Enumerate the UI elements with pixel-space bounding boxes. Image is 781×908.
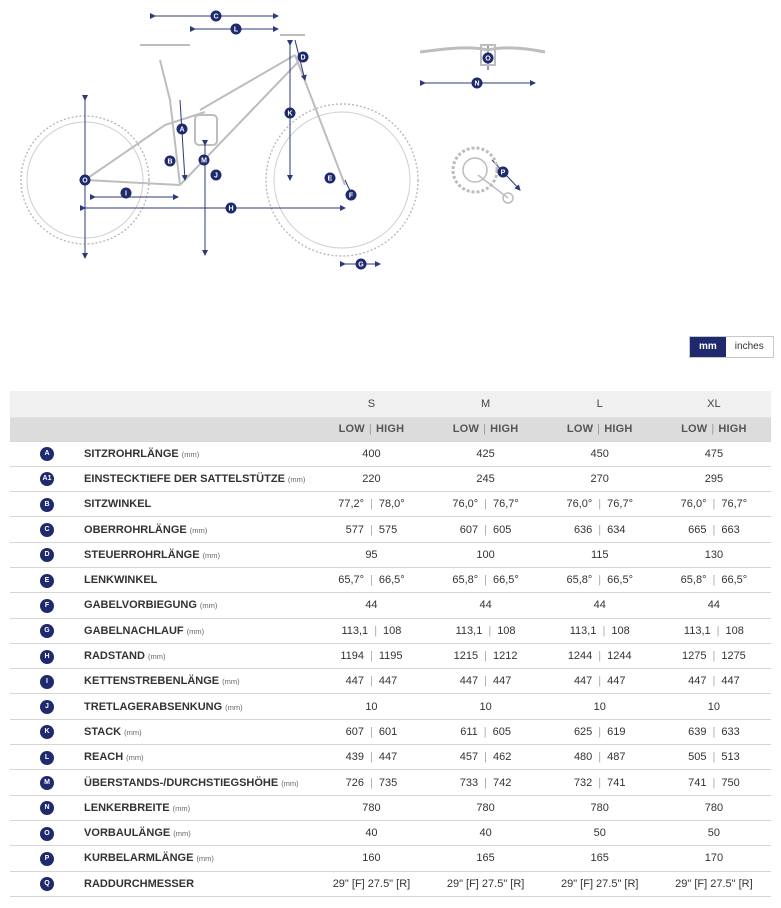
table-row (10, 795, 771, 820)
measurement-value: 625 | 619 (543, 719, 657, 744)
measurement-unit: (mm) (225, 702, 243, 712)
measurement-value: 170 (657, 846, 771, 871)
measurement-value: 732 | 741 (543, 770, 657, 795)
svg-text:M: M (201, 157, 207, 165)
measurement-label: SITZWINKEL (56, 492, 314, 517)
diagram-badge-c (211, 11, 222, 22)
measurement-label: GABELVORBIEGUNG (mm) (56, 593, 314, 618)
measurement-value: 29" [F] 27.5" [R] (543, 871, 657, 896)
measurement-key-badge: N (40, 801, 54, 815)
measurement-value: 10 (429, 694, 543, 719)
svg-text:O: O (485, 55, 491, 63)
measurement-value: 607 | 601 (314, 719, 428, 744)
measurement-value: 65,7° | 66,5° (314, 567, 428, 592)
measurement-unit: (mm) (222, 677, 240, 687)
diagram-badge-h (226, 203, 237, 214)
measurement-label: OBERROHRLÄNGE (mm) (56, 517, 314, 542)
measurement-value: 457 | 462 (429, 745, 543, 770)
measurement-value: 113,1 | 108 (657, 618, 771, 643)
diagram-badge-a (177, 124, 188, 135)
measurement-value: 40 (314, 820, 428, 845)
diagram-badge-n (472, 78, 483, 89)
measurement-value: 780 (314, 795, 428, 820)
svg-text:L: L (233, 26, 239, 34)
measurement-unit: (mm) (189, 525, 208, 535)
measurement-value: 130 (657, 542, 771, 567)
measurement-value: 77,2° | 78,0° (314, 492, 428, 517)
svg-text:B: B (167, 158, 173, 166)
table-row (10, 517, 771, 542)
measurement-unit: (mm) (202, 550, 221, 560)
measurement-unit: (mm) (199, 601, 218, 611)
measurement-value: 447 | 447 (543, 669, 657, 694)
svg-text:K: K (287, 110, 293, 118)
table-row (10, 492, 771, 517)
svg-text:J: J (214, 172, 218, 180)
measurement-value: 733 | 742 (429, 770, 543, 795)
table-row (10, 846, 771, 871)
diagram-badge-g (356, 259, 367, 270)
measurement-value: 447 | 447 (429, 669, 543, 694)
diagram-badge-b (165, 156, 176, 167)
measurement-value: 400 (314, 441, 428, 466)
svg-text:D: D (300, 54, 306, 62)
diagram-badge-f (346, 190, 357, 201)
unit-toggle (689, 336, 774, 358)
measurement-label: RADSTAND (mm) (56, 643, 314, 668)
measurement-value: 113,1 | 108 (429, 618, 543, 643)
measurement-value: 165 (543, 846, 657, 871)
measurement-value: 1275 | 1275 (657, 643, 771, 668)
measurement-value: 76,0° | 76,7° (429, 492, 543, 517)
measurement-value: 1244 | 1244 (543, 643, 657, 668)
measurement-key-badge: F (40, 599, 54, 613)
measurement-value: 65,8° | 66,5° (543, 567, 657, 592)
measurement-value: 780 (657, 795, 771, 820)
position-header: LOW | HIGH (543, 417, 657, 441)
diagram-badge-o (80, 175, 91, 186)
diagram-badge-e (325, 173, 336, 184)
measurement-value: 780 (543, 795, 657, 820)
measurement-unit: (mm) (124, 727, 142, 737)
svg-text:C: C (213, 13, 219, 21)
svg-text:E: E (327, 175, 333, 183)
size-header-row (10, 391, 771, 417)
bike-geometry-svg (0, 0, 781, 300)
measurement-label: KETTENSTREBENLÄNGE (mm) (56, 669, 314, 694)
measurement-label: LENKWINKEL (56, 567, 314, 592)
measurement-label: LENKERBREITE (mm) (56, 795, 314, 820)
measurement-label: TRETLAGERABSENKUNG (mm) (56, 694, 314, 719)
diagram-badge-o-stem (483, 53, 494, 64)
measurement-unit: (mm) (281, 778, 299, 788)
measurement-value: 780 (429, 795, 543, 820)
position-header: LOW | HIGH (314, 417, 428, 441)
size-header-l: L (543, 391, 657, 417)
measurement-value: 270 (543, 466, 657, 491)
measurement-value: 160 (314, 846, 428, 871)
measurement-key-badge: I (40, 675, 54, 689)
svg-text:N: N (474, 80, 480, 88)
measurement-value: 44 (543, 593, 657, 618)
measurement-unit: (mm) (186, 626, 205, 636)
measurement-value: 50 (657, 820, 771, 845)
table-row (10, 770, 771, 795)
table-row (10, 643, 771, 668)
table-row (10, 694, 771, 719)
table-row (10, 567, 771, 592)
measurement-key-badge: L (40, 751, 54, 765)
diagram-badge-d (298, 52, 309, 63)
measurement-key-badge: H (40, 650, 54, 664)
measurement-label: KURBELARMLÄNGE (mm) (56, 846, 314, 871)
measurement-label: GABELNACHLAUF (mm) (56, 618, 314, 643)
measurement-value: 1194 | 1195 (314, 643, 428, 668)
measurement-label: STEUERROHRLÄNGE (mm) (56, 542, 314, 567)
measurement-value: 65,8° | 66,5° (657, 567, 771, 592)
measurement-value: 10 (657, 694, 771, 719)
measurement-key-badge: P (40, 852, 54, 866)
measurement-value: 65,8° | 66,5° (429, 567, 543, 592)
measurement-label: REACH (mm) (56, 745, 314, 770)
geometry-diagram (0, 0, 781, 300)
table-row (10, 719, 771, 744)
measurement-value: 10 (543, 694, 657, 719)
measurement-value: 165 (429, 846, 543, 871)
measurement-value: 505 | 513 (657, 745, 771, 770)
measurement-value: 639 | 633 (657, 719, 771, 744)
table-row (10, 820, 771, 845)
diagram-badge-j (211, 170, 222, 181)
measurement-value: 475 (657, 441, 771, 466)
measurement-label: ÜBERSTANDS-/DURCHSTIEGSHÖHE (mm) (56, 770, 314, 795)
measurement-unit: (mm) (126, 753, 144, 763)
measurement-value: 1215 | 1212 (429, 643, 543, 668)
measurement-key-badge: C (40, 523, 54, 537)
measurement-value: 115 (543, 542, 657, 567)
measurement-key-badge: D (40, 548, 54, 562)
size-header-s: S (314, 391, 428, 417)
measurement-unit: (mm) (172, 803, 191, 813)
measurement-value: 29" [F] 27.5" [R] (429, 871, 543, 896)
measurement-value: 480 | 487 (543, 745, 657, 770)
measurement-value: 741 | 750 (657, 770, 771, 795)
table-row (10, 871, 771, 896)
measurement-value: 439 | 447 (314, 745, 428, 770)
handlebar-drawing (420, 48, 545, 52)
measurement-value: 76,0° | 76,7° (543, 492, 657, 517)
unit-inches-button[interactable]: inches (726, 337, 773, 357)
measurement-key-badge: J (40, 700, 54, 714)
measurement-value: 425 (429, 441, 543, 466)
measurement-label: STACK (mm) (56, 719, 314, 744)
position-header-row (10, 417, 771, 441)
measurement-value: 44 (314, 593, 428, 618)
unit-mm-button[interactable]: mm (690, 337, 726, 357)
measurement-value: 611 | 605 (429, 719, 543, 744)
measurement-value: 50 (543, 820, 657, 845)
diagram-badge-p (498, 167, 509, 178)
measurement-key-badge: Q (40, 877, 54, 891)
geometry-table (10, 391, 771, 897)
measurement-label: VORBAULÄNGE (mm) (56, 820, 314, 845)
measurement-value: 113,1 | 108 (314, 618, 428, 643)
measurement-label: EINSTECKTIEFE DER SATTELSTÜTZE (mm) (56, 466, 314, 491)
measurement-value: 447 | 447 (314, 669, 428, 694)
measurement-value: 10 (314, 694, 428, 719)
table-row (10, 618, 771, 643)
table-row (10, 542, 771, 567)
measurement-key-badge: A (40, 447, 54, 461)
measurement-value: 95 (314, 542, 428, 567)
size-header-xl: XL (657, 391, 771, 417)
measurement-key-badge: E (40, 574, 54, 588)
measurement-unit: (mm) (173, 829, 191, 839)
table-row (10, 466, 771, 491)
measurement-value: 100 (429, 542, 543, 567)
svg-text:H: H (228, 205, 234, 213)
diagram-badge-m (199, 155, 210, 166)
measurement-value: 607 | 605 (429, 517, 543, 542)
measurement-key-badge: K (40, 725, 54, 739)
svg-text:F: F (348, 192, 354, 200)
measurement-unit: (mm) (287, 474, 306, 484)
measurement-value: 577 | 575 (314, 517, 428, 542)
table-row (10, 593, 771, 618)
measurement-value: 245 (429, 466, 543, 491)
front-wheel (266, 104, 418, 256)
measurement-value: 40 (429, 820, 543, 845)
diagram-badge-l (231, 24, 242, 35)
measurement-value: 29" [F] 27.5" [R] (657, 871, 771, 896)
svg-text:A: A (179, 126, 185, 134)
measurement-value: 29" [F] 27.5" [R] (314, 871, 428, 896)
svg-text:P: P (500, 169, 506, 177)
svg-text:I: I (125, 190, 127, 198)
measurement-value: 220 (314, 466, 428, 491)
svg-text:G: G (358, 261, 364, 269)
measurement-value: 726 | 735 (314, 770, 428, 795)
measurement-key-badge: G (40, 624, 54, 638)
diagram-badge-i (121, 188, 132, 199)
measurement-value: 44 (429, 593, 543, 618)
measurement-unit: (mm) (196, 854, 214, 864)
diagram-badge-k (285, 108, 296, 119)
svg-text:O: O (82, 177, 88, 185)
measurement-key-badge: M (40, 776, 54, 790)
position-header: LOW | HIGH (657, 417, 771, 441)
measurement-value: 450 (543, 441, 657, 466)
measurement-value: 447 | 447 (657, 669, 771, 694)
measurement-key-badge: A1 (40, 472, 54, 486)
table-row (10, 745, 771, 770)
measurement-value: 665 | 663 (657, 517, 771, 542)
measurement-value: 295 (657, 466, 771, 491)
size-header-m: M (429, 391, 543, 417)
table-row (10, 669, 771, 694)
measurement-unit: (mm) (181, 449, 200, 459)
measurement-value: 44 (657, 593, 771, 618)
position-header: LOW | HIGH (429, 417, 543, 441)
measurement-value: 76,0° | 76,7° (657, 492, 771, 517)
table-row (10, 441, 771, 466)
measurement-key-badge: B (40, 498, 54, 512)
measurement-value: 636 | 634 (543, 517, 657, 542)
measurement-label: SITZROHRLÄNGE (mm) (56, 441, 314, 466)
measurement-unit: (mm) (147, 652, 166, 662)
measurement-value: 113,1 | 108 (543, 618, 657, 643)
measurement-label: RADDURCHMESSER (56, 871, 314, 896)
measurement-key-badge: O (40, 827, 54, 841)
